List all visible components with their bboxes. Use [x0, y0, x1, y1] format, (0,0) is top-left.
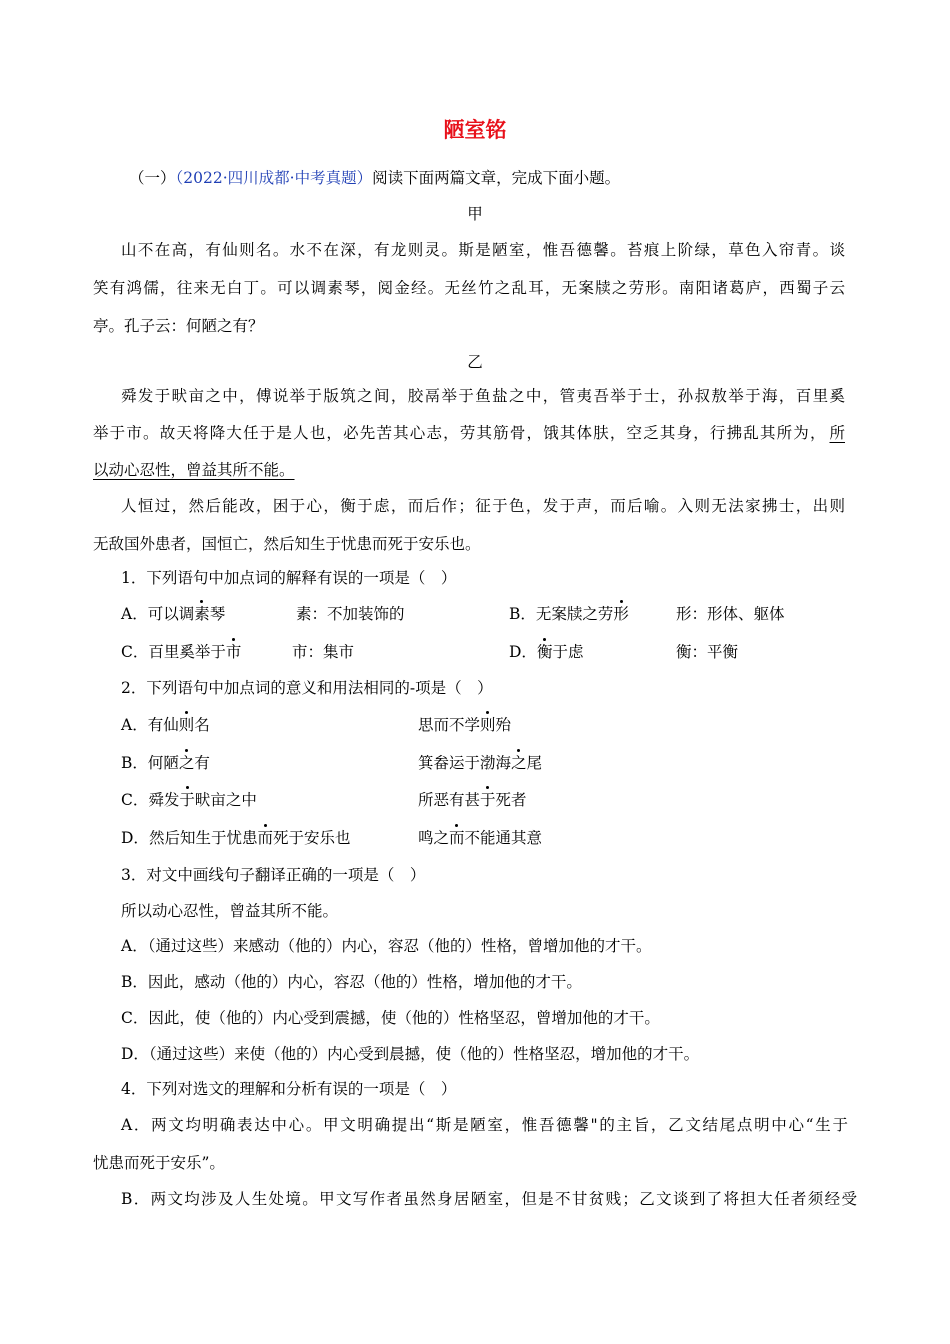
option-text: 死者	[495, 791, 527, 809]
underlined-sentence: 以动心忍性，曾益其所不能。	[93, 461, 295, 479]
passage-jia-label: 甲	[467, 205, 483, 223]
option-letter: D．	[509, 643, 537, 661]
option-text: 死于安乐也	[272, 829, 351, 847]
q3-option-c[interactable]: C．因此，使（他的）内心受到震撼，使（他的）性格坚忍，曾增加他的才干。	[121, 1009, 660, 1027]
dotted-word: 则	[480, 716, 496, 734]
passage-yi-text: 举于市。故天将降大任于是人也，必先苦其心志，劳其筋骨，饿其体肤，空乏其身，行拂乱其所为，	[93, 424, 826, 442]
page-title: 陋室铭	[443, 117, 507, 142]
passage-yi-line: 无敌国外患者，国恒亡，然后知生于忧患而死于安乐也。	[93, 535, 481, 553]
q2-option-a-compare	[418, 714, 511, 736]
option-text: 于虑	[552, 643, 584, 661]
q2-option-a[interactable]	[121, 714, 210, 736]
option-text: 舜发	[148, 791, 180, 809]
q4-option-a-continued: 忧患而死于安乐”。	[93, 1154, 225, 1172]
option-text: 有	[194, 754, 210, 772]
option-text: 无案牍之劳	[535, 605, 614, 623]
q4-option-b[interactable]: B．两文均涉及人生处境。甲文写作者虽然身居陋室，但是不甘贫贱；乙文谈到了将担大任者须经受	[121, 1190, 857, 1208]
passage-yi-line: 人恒过，然后能改，困于心，衡于虑，而后作；征于色，发于声，而后喻。入则无法家拂士，出则	[121, 497, 845, 515]
q2-stem: 2．下列语句中加点词的意义和用法相同的-项是（ ）	[121, 679, 493, 697]
option-text: 所恶有甚	[418, 791, 481, 809]
option-text: 思而不学	[418, 716, 481, 734]
option-text: 尾	[526, 754, 543, 772]
q1-stem: 1．下列语句中加点词的解释有误的一项是（ ）	[121, 569, 457, 587]
option-text: 箕畚运于渤海	[418, 754, 512, 772]
dotted-word: 市	[225, 643, 242, 661]
underlined-sentence-start: 所	[829, 424, 845, 442]
q2-option-c-compare	[418, 789, 527, 811]
option-text: 殆	[495, 716, 512, 734]
option-letter: B．	[509, 605, 536, 623]
dotted-word: 衡	[536, 643, 553, 661]
passage-yi-line	[93, 422, 845, 444]
source-link[interactable]: （2022·四川成都·中考真题）	[175, 169, 373, 187]
dotted-word: 于	[179, 791, 195, 809]
q2-option-b-compare	[418, 752, 542, 774]
section-header	[129, 167, 620, 189]
option-text: 畎亩之中	[194, 791, 257, 809]
q1-option-c[interactable]	[121, 641, 241, 663]
option-letter: C．	[121, 791, 149, 809]
passage-yi-label: 乙	[467, 353, 483, 371]
passage-yi-line: 舜发于畎亩之中，傅说举于版筑之间，胶鬲举于鱼盐之中，管夷吾举于士，孙叔敖举于海，百里奚	[121, 387, 845, 405]
q1-option-d[interactable]	[509, 641, 583, 663]
option-letter: A．	[121, 716, 148, 734]
q4-stem: 4．下列对选文的理解和分析有误的一项是（ ）	[121, 1080, 457, 1098]
dotted-word: 之	[178, 754, 195, 772]
q2-option-d[interactable]	[121, 827, 350, 849]
q1-option-a[interactable]	[121, 603, 225, 625]
q3-option-b[interactable]: B．因此，感动（他的）内心，容忍（他的）性格，增加他的才干。	[121, 973, 582, 991]
dotted-word: 则	[178, 716, 195, 734]
dotted-word: 之	[511, 754, 527, 772]
q2-option-d-compare	[418, 827, 542, 849]
section-instruction: 阅读下面两篇文章，完成下面小题。	[372, 169, 621, 187]
q1-option-d-gloss: 衡：平衡	[676, 643, 739, 661]
q4-option-a[interactable]: A．两文均明确表达中心。甲文明确提出“斯是陋室，惟吾德馨"的主旨，乙文结尾点明中心“生于	[121, 1116, 848, 1134]
option-text: 琴	[209, 605, 226, 623]
dotted-word: 形	[613, 605, 629, 623]
option-letter: C．	[121, 643, 149, 661]
dotted-word: 而	[449, 829, 465, 847]
passage-jia-line: 山不在高，有仙则名。水不在深，有龙则灵。斯是陋室，惟吾德馨。苔痕上阶绿，草色入帘青。谈	[121, 241, 845, 259]
option-text: 然后知生于忧患	[148, 829, 258, 847]
option-text: 百里奚举于	[148, 643, 226, 661]
passage-jia-line: 亭。孔子云：何陋之有？	[93, 317, 264, 335]
option-text: 名	[194, 716, 210, 734]
q1-option-b-gloss: 形：形体、躯体	[676, 605, 785, 623]
q3-option-d[interactable]: D．（通过这些）来使（他的）内心受到晨撼，使（他的）性格坚忍，增加他的才干。	[121, 1045, 700, 1063]
q3-sentence: 所以动心忍性，曾益其所不能。	[121, 902, 339, 920]
q2-option-b[interactable]	[121, 752, 210, 774]
option-text: 不能通其意	[464, 829, 543, 847]
q3-stem: 3．对文中画线句子翻译正确的一项是（ ）	[121, 866, 426, 884]
q2-option-c[interactable]	[121, 789, 257, 811]
section-prefix: （一）	[129, 169, 176, 187]
option-text: 可以调	[147, 605, 195, 623]
dotted-word: 素	[194, 605, 210, 623]
option-text: 有仙	[147, 716, 179, 734]
passage-jia-line: 笑有鸿儒，往来无白丁。可以调素琴，阅金经。无丝竹之乱耳，无案牍之劳形。南阳诸葛庐，西蜀子云	[93, 279, 845, 297]
q1-option-b[interactable]	[509, 603, 629, 625]
q1-option-c-gloss: 市：集市	[292, 643, 355, 661]
option-text: 鸣之	[418, 829, 450, 847]
option-text: 何陋	[147, 754, 179, 772]
option-letter: B．	[121, 754, 148, 772]
option-letter: A．	[121, 605, 148, 623]
dotted-word: 于	[480, 791, 496, 809]
option-letter: D．	[121, 829, 149, 847]
q3-option-a[interactable]: A．（通过这些）来感动（他的）内心，容忍（他的）性格，曾增加他的才干。	[121, 937, 652, 955]
q1-option-a-gloss: 素：不加装饰的	[296, 605, 405, 623]
dotted-word: 而	[257, 829, 273, 847]
